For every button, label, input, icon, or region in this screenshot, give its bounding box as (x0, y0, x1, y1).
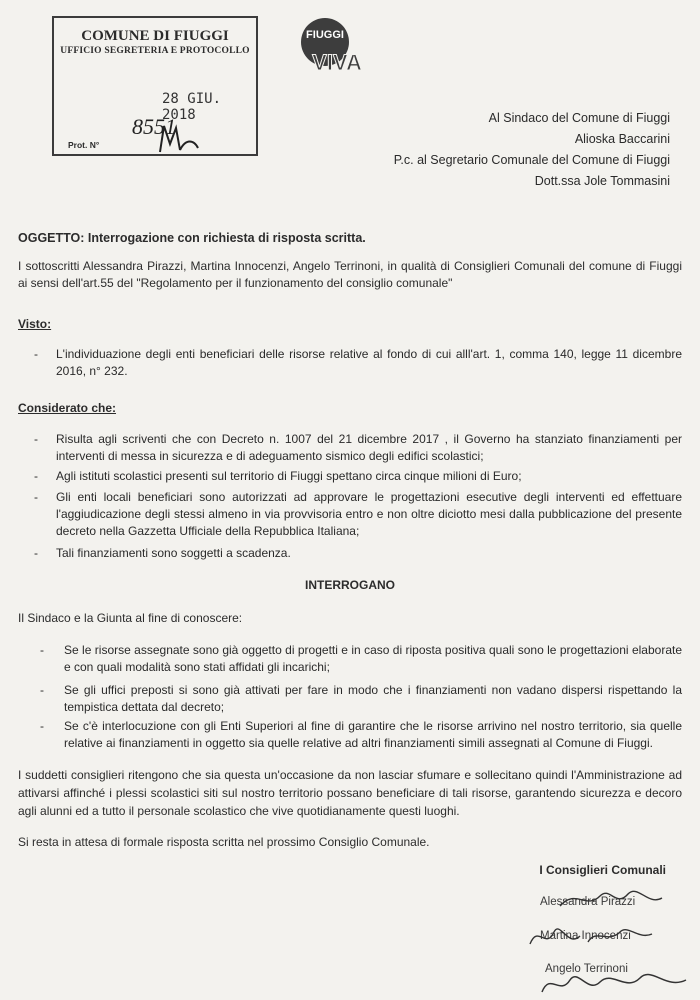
logo-line1: FIUGGI (306, 29, 344, 41)
bullet-dash: - (34, 469, 38, 483)
protocol-number: 8551 (132, 114, 176, 139)
protocol-label: Prot. N° (68, 140, 100, 150)
addressee-line: Dott.ssa Jole Tommasini (534, 174, 670, 188)
bullet-dash: - (34, 546, 38, 560)
protocol-stamp (52, 16, 258, 156)
addressee-line: Al Sindaco del Comune di Fiuggi (488, 111, 670, 125)
signature-scribble (524, 914, 664, 954)
stamp-subtitle: UFFICIO SEGRETERIA E PROTOCOLLO (60, 46, 250, 56)
signature-scribble (536, 958, 696, 998)
awaiting-line: Si resta in attesa di formale risposta scritta nel prossimo Consiglio Comunale. (18, 835, 430, 849)
addressee-line: Alioska Baccarini (574, 132, 670, 146)
question-item: Se gli uffici preposti si sono già attivati per fare in modo che i finanziamenti non vadano dispersi rispettando la tempistica dettata dal decreto; (64, 683, 682, 714)
considerato-item: Gli enti locali beneficiari sono autorizzati ad approvare le progettazioni esecutive degli interventi ed effettuare l'aggiudicazione degli stessi almeno in via provvisoria entro e non oltre diciotto mesi dalla pubblicazione del presente decreto nella Gazzetta Ufficiale della Repubblica Italiana; (56, 490, 682, 538)
bullet-dash: - (34, 347, 38, 361)
signature-scribble (556, 884, 666, 914)
considerato-item: Tali finanziamenti sono soggetti a scadenza. (56, 546, 291, 560)
stamp-title: COMUNE DI FIUGGI (81, 28, 229, 44)
signatory-name: Angelo Terrinoni (545, 963, 628, 975)
considerato-item: Agli istituti scolastici presenti sul territorio di Fiuggi spettano circa cinque milioni di Euro; (56, 469, 522, 483)
considerato-item: Risulta agli scriventi che con Decreto n. 1007 del 21 dicembre 2017 , il Governo ha stanziato finanziamenti per interventi di messa in sicurezza e di adeguamento sismico degli edifici scolastici; (56, 432, 682, 463)
signatory-name: Martina Innocenzi (540, 930, 631, 942)
visto-item: L'individuazione degli enti beneficiari delle risorse relative al fondo di cui alll'art. 1, comma 140, legge 11 dicembre 2016, n° 232. (56, 347, 682, 378)
interrogano-heading: INTERROGANO (305, 578, 395, 592)
addressee-block (394, 108, 670, 192)
question-item: Se le risorse assegnate sono già oggetto di progetti e in caso di riposta positiva quali sono le progettazioni elaborate e con quali modalità sono stati affidati gli incarichi; (64, 643, 682, 674)
stamp-date: 28 GIU. 2018 (162, 91, 222, 123)
bullet-dash: - (40, 719, 44, 733)
addressee-line: P.c. al Segretario Comunale del Comune di Fiuggi (393, 153, 670, 167)
bullet-dash: - (34, 490, 38, 504)
question-item: Se c'è interlocuzione con gli Enti Superiori al fine di garantire che le risorse arrivino nel nostro territorio, sia quelle relative ai finanziamenti in oggetto sia quelle relative ad altri finanziamenti simili assegnati al Comune di Fiuggi. (64, 719, 682, 750)
subject-line: OGGETTO: Interrogazione con richiesta di risposta scritta. (18, 231, 366, 245)
bullet-dash: - (40, 683, 44, 697)
fiuggi-viva-logo (297, 18, 371, 80)
intro-paragraph: I sottoscritti Alessandra Pirazzi, Martina Innocenzi, Angelo Terrinoni, in qualità di Consiglieri Comunali del comune di Fiuggi ai sensi dell'art.55 del "Regolamento per il funzionamento del consiglio comunale" (18, 259, 682, 290)
considerato-heading: Considerato che: (18, 401, 117, 415)
logo-line2: VIVA (312, 50, 362, 75)
visto-heading: Visto: (18, 317, 52, 331)
closing-paragraph: I suddetti consiglieri ritengono che sia questa un'occasione da non lasciar sfumare e sollecitano quindi l'Amministrazione ad attivarsi affinché i plessi scolastici siti sul nostro territorio possano beneficiare di tali risorse, garantendo sicurezza e decoro agli alunni ed a tutto il personale scolastico che vive quotidianamente questi luoghi. (18, 768, 682, 818)
bullet-dash: - (40, 643, 44, 657)
signatory-name: Alessandra Pirazzi (540, 896, 636, 908)
sindaco-intro: Il Sindaco e la Giunta al fine di conoscere: (18, 611, 243, 625)
bullet-dash: - (34, 432, 38, 446)
signatures-heading: I Consiglieri Comunali (539, 863, 666, 877)
